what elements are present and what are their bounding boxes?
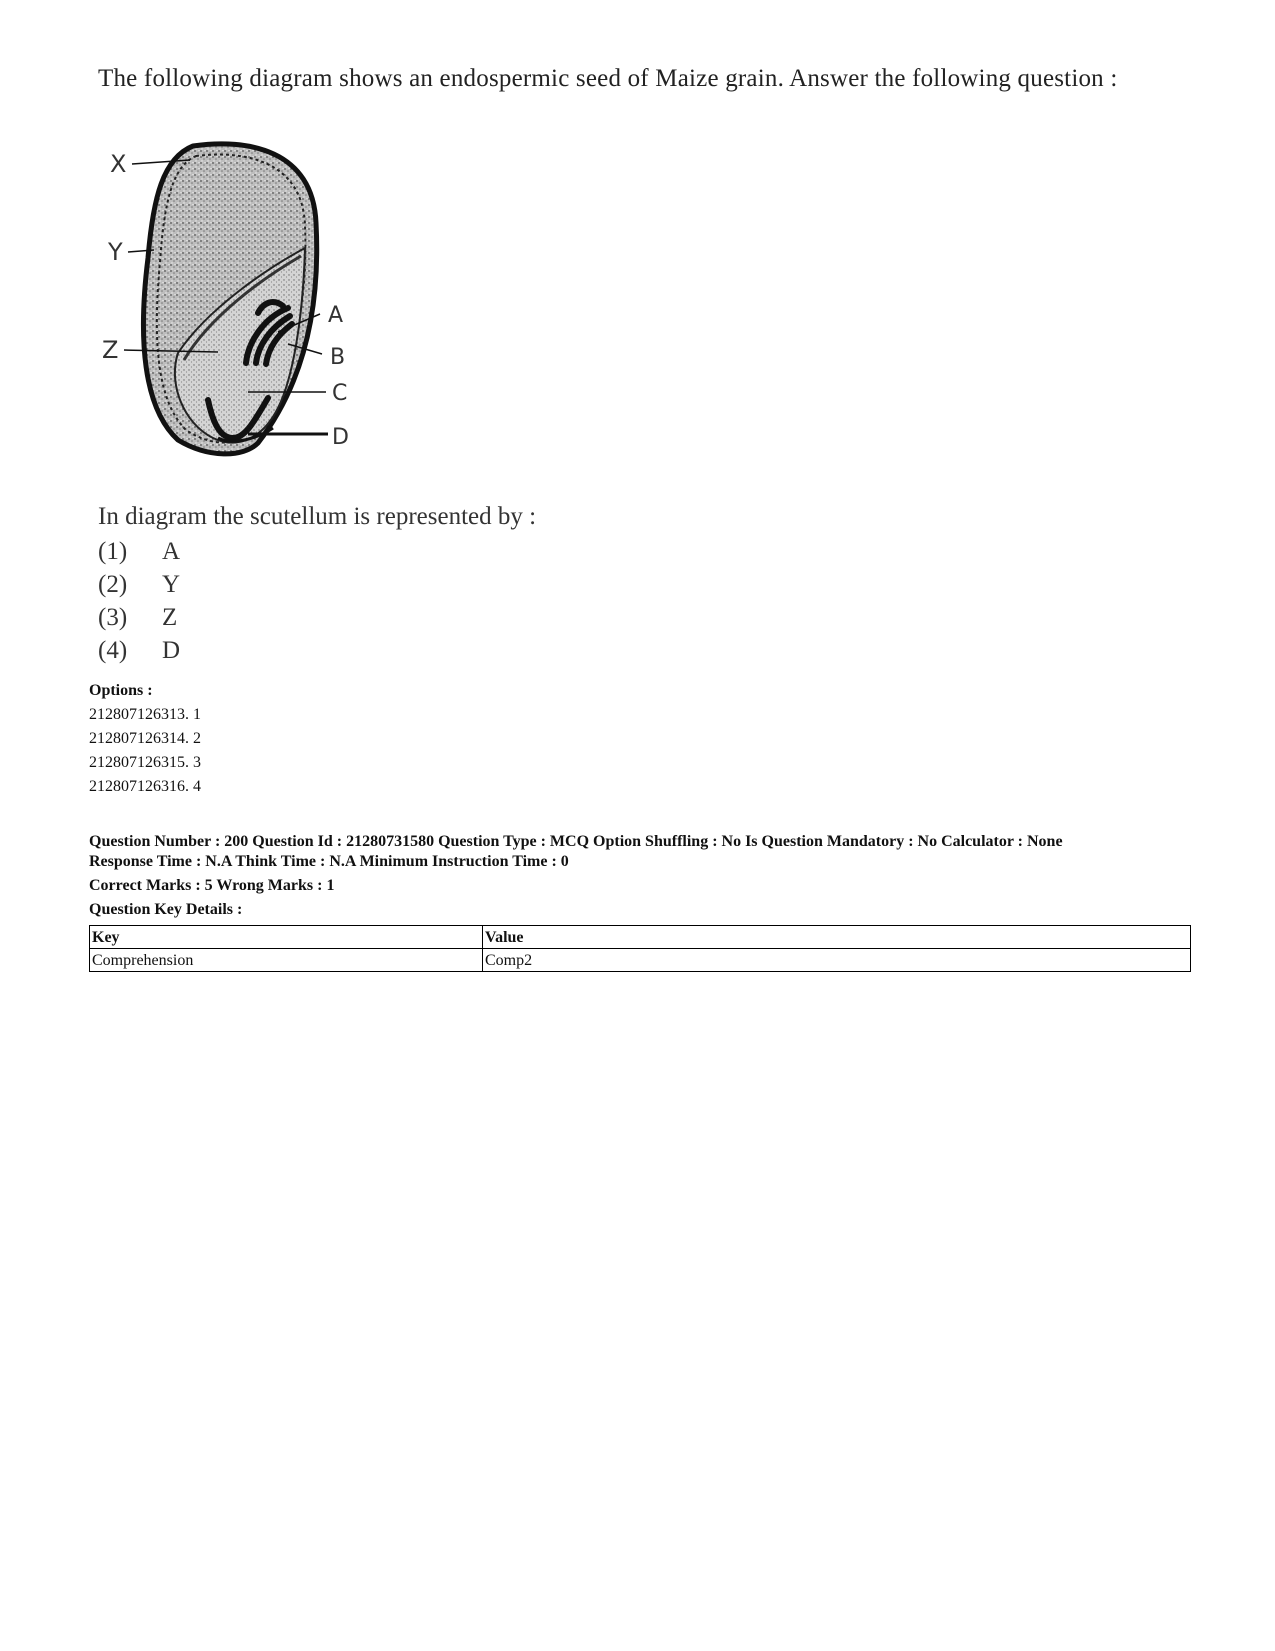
answer-choice-text: A (162, 538, 181, 565)
answer-choice-text: D (162, 637, 181, 664)
option-item: 212807126314. 2 (89, 730, 201, 747)
answer-choice (98, 571, 180, 599)
maize-seed-diagram (98, 138, 388, 478)
answer-choice-number: (1) (98, 538, 128, 565)
table-header-value: Value (483, 926, 1191, 949)
marks-line: Correct Marks : 5 Wrong Marks : 1 (89, 877, 335, 894)
question-prompt: In diagram the scutellum is represented by : (98, 503, 537, 530)
label-x: X (110, 150, 127, 178)
label-d: D (332, 425, 349, 450)
option-item: 212807126315. 3 (89, 754, 201, 771)
label-a: A (328, 303, 344, 328)
question-intro: The following diagram shows an endospermic seed of Maize grain. Answer the following question : (98, 65, 1118, 92)
answer-choice-number: (4) (98, 637, 128, 664)
label-c: C (332, 381, 348, 406)
answer-choice-text: Y (162, 571, 181, 598)
answer-choice (98, 538, 180, 566)
options-heading: Options : (89, 682, 153, 699)
label-b: B (330, 345, 346, 370)
label-y: Y (108, 238, 123, 266)
table-row (90, 949, 1191, 972)
table-header-row (90, 926, 1191, 949)
label-z: Z (102, 336, 119, 364)
answer-choice-number: (2) (98, 571, 128, 598)
option-item: 212807126316. 4 (89, 778, 201, 795)
answer-choice (98, 637, 180, 665)
question-meta-line1: Question Number : 200 Question Id : 21280731580 Question Type : MCQ Option Shuffling : No Is Question Mandatory : No Calculator : None (89, 833, 1063, 850)
answer-choice (98, 604, 177, 632)
table-cell-key: Comprehension (90, 949, 483, 972)
option-item: 212807126313. 1 (89, 706, 201, 723)
answer-choice-number: (3) (98, 604, 128, 631)
answer-choice-text: Z (162, 604, 178, 631)
table-header-key: Key (90, 926, 483, 949)
question-key-table (89, 925, 1191, 972)
table-cell-value: Comp2 (483, 949, 1191, 972)
question-meta-line2: Response Time : N.A Think Time : N.A Minimum Instruction Time : 0 (89, 853, 569, 870)
key-details-heading: Question Key Details : (89, 901, 243, 918)
